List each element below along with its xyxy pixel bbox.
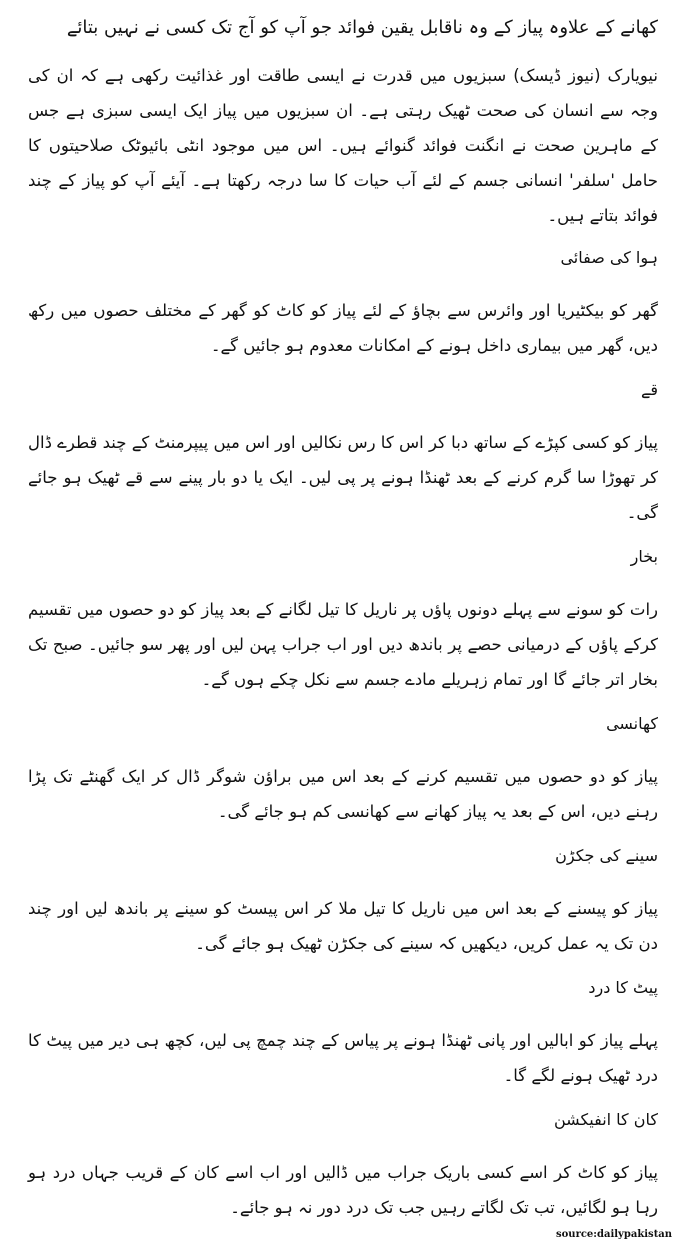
- section-ear-infection: [28, 1107, 658, 1225]
- section-body: پیاز کو پیسنے کے بعد اس میں ناریل کا تیل ملا کر اس پیسٹ کو سینے پر باندھ لیں اور چند دن تک یہ عمل کریں، دیکھیں کہ سینے کی جکڑن ٹھیک ہو جائے گی۔: [28, 899, 658, 953]
- section-body: پیاز کو کاٹ کر اسے کسی باریک جراب میں ڈالیں اور اب اسے کان کے قریب جہاں درد ہو رہا ہو لگائیں، تب تک لگاتے رہیں جب تک درد دور نہ ہو جائے۔: [28, 1163, 658, 1217]
- section-body: پہلے پیاز کو ابالیں اور پانی ٹھنڈا ہونے پر پیاس کے چند چمچ پی لیں، کچھ ہی دیر میں پیٹ کا درد ٹھیک ہونے لگے گا۔: [28, 1031, 658, 1085]
- section-heading: سینے کی جکڑن: [555, 846, 658, 865]
- section-heading: کان کا انفیکشن: [553, 1110, 658, 1129]
- section-body: پیاز کو دو حصوں میں تقسیم کرنے کے بعد اس میں براؤن شوگر ڈال کر ایک گھنٹے تک پڑا رہنے دیں، اس کے بعد یہ پیاز کھانے سے کھانسی کم ہو جائے گی۔: [28, 767, 658, 821]
- section-stomach-ache: [28, 975, 658, 1093]
- section-heading: قے: [640, 380, 658, 399]
- section-fever: [28, 544, 658, 697]
- article-title: کھانے کے علاوہ پیاز کے وہ ناقابل یقین فوائد جو آپ کو آج تک کسی نے نہیں بتائے: [66, 17, 658, 38]
- section-body: پیاز کو کسی کپڑے کے ساتھ دبا کر اس کا رس نکالیں اور اس میں پیپرمنٹ کے چند قطرے ڈال کر تھوڑا سا گرم کرنے کے بعد ٹھنڈا ہونے پر پی لیں۔ ایک یا دو بار پینے سے قے ٹھیک ہو جائے گی۔: [28, 433, 658, 522]
- section-heading: کھانسی: [606, 714, 658, 733]
- section-heading: ہوا کی صفائی: [560, 248, 658, 267]
- section-chest-congestion: [28, 843, 658, 961]
- section-air-cleaning: [28, 245, 658, 363]
- section-vomiting: [28, 377, 658, 530]
- source-credit: source:dailypakistan: [556, 1229, 673, 1240]
- section-body: گھر کو بیکٹیریا اور وائرس سے بچاؤ کے لئے پیاز کو کاٹ کو گھر کے مختلف حصوں میں رکھ دیں، گھر میں بیماری داخل ہونے کے امکانات معدوم ہو جائیں گے۔: [28, 301, 658, 355]
- section-heading: بخار: [630, 547, 658, 566]
- section-body: رات کو سونے سے پہلے دونوں پاؤں پر ناریل کا تیل لگانے کے بعد پیاز کو دو حصوں میں تقسیم کرکے پاؤں کے درمیانی حصے پر باندھ دیں اور اب جراب پہن لیں اور پھر سو جائیں۔ صبح تک بخار اتر جائے گا اور تمام زہریلے مادے جسم سے نکل چکے ہوں گے۔: [28, 600, 658, 689]
- section-cough: [28, 711, 658, 829]
- section-heading: پیٹ کا درد: [588, 978, 658, 997]
- article-intro: نیویارک (نیوز ڈیسک) سبزیوں میں قدرت نے ایسی طاقت اور غذائیت رکھی ہے کہ ان کی وجہ سے انسان کی صحت ٹھیک رہتی ہے۔ ان سبزیوں میں پیاز ایک ایسی سبزی ہے جس کے ماہرین صحت نے انگنت فوائد گنوائے ہیں۔ اس میں موجود انٹی بائیوٹک صلاحیتوں کا حامل 'سلفر' انسانی جسم کے لئے آب حیات کا سا درجہ رکھتا ہے۔ آیئے آپ کو پیاز کے چند فوائد بتاتے ہیں۔: [28, 66, 658, 225]
